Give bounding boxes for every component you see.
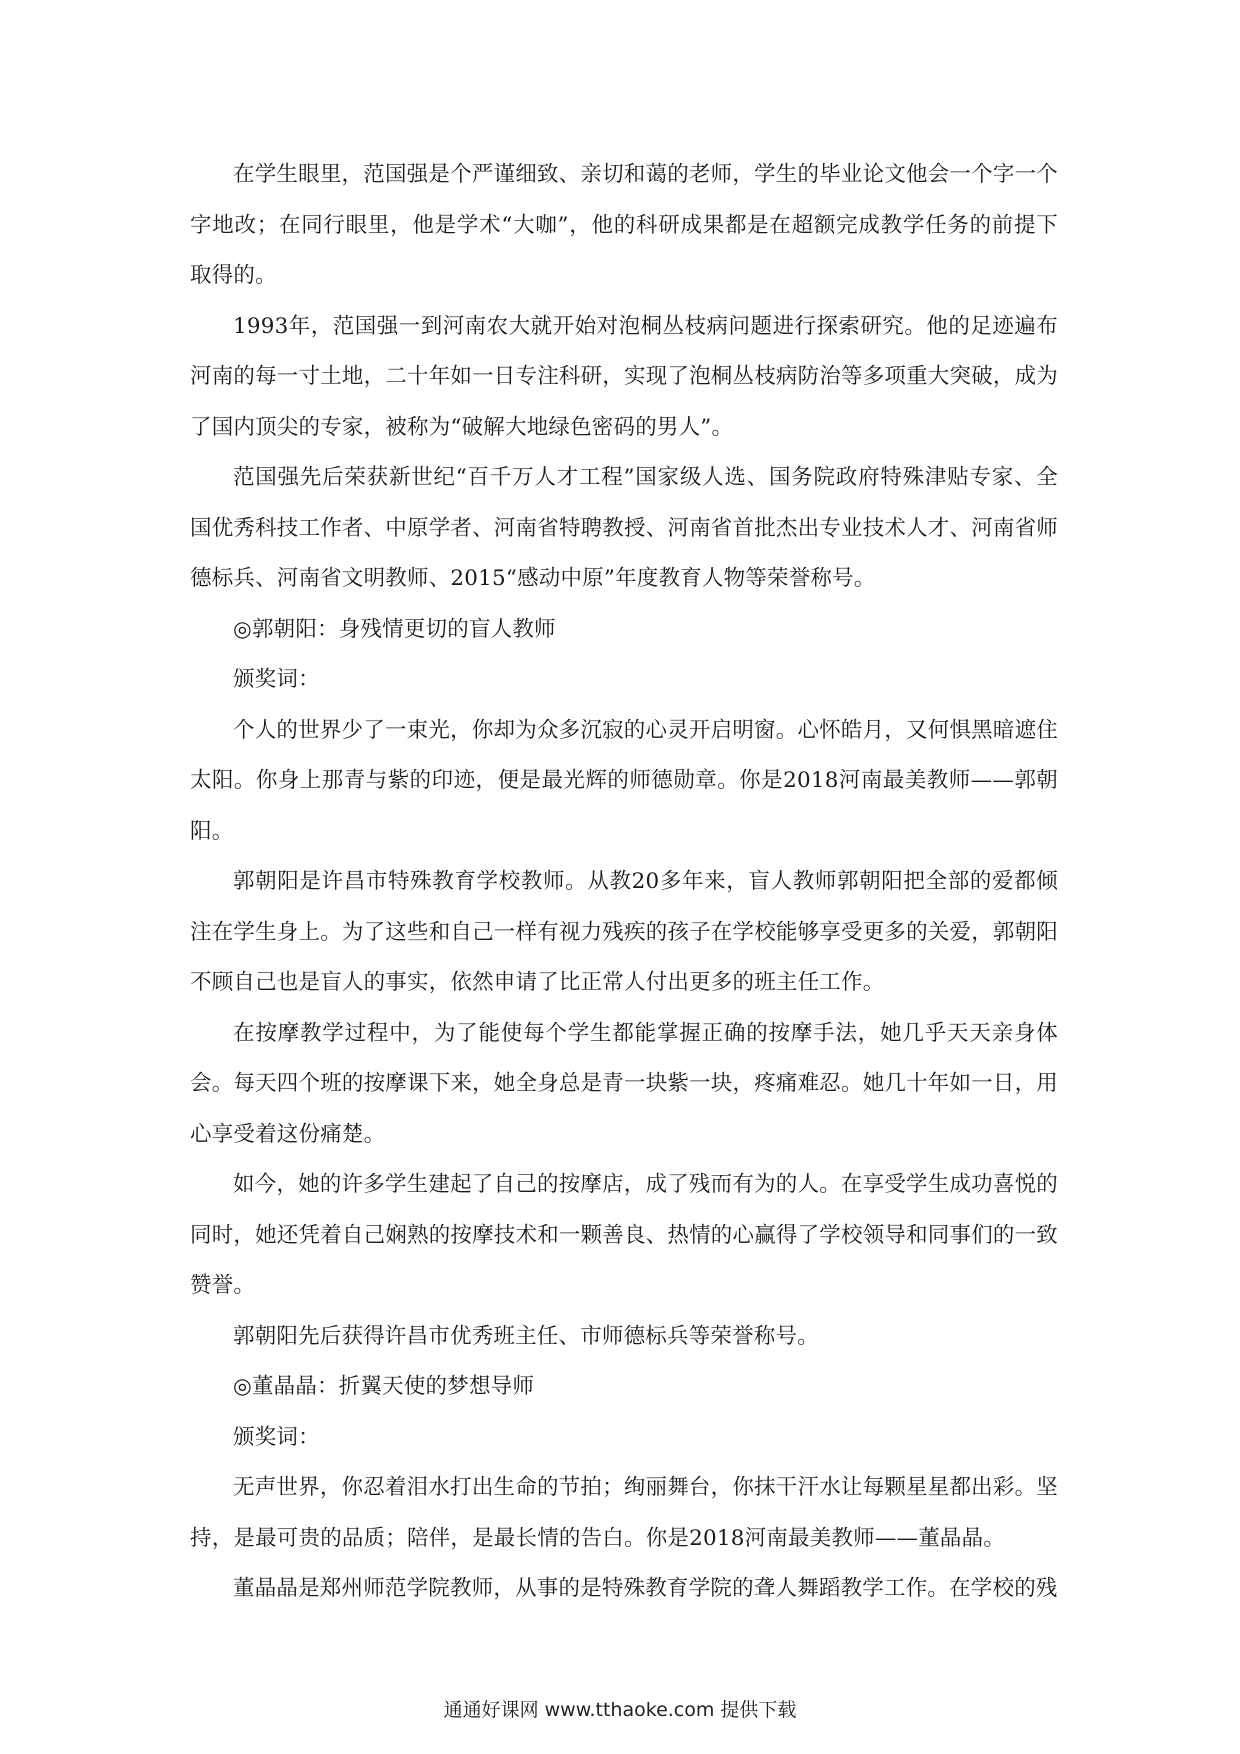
paragraph: 如今，她的许多学生建起了自己的按摩店，成了残而有为的人。在享受学生成功喜悦的同时，她还凭着自己娴熟的按摩技术和一颗善良、热情的心赢得了学校领导和同事们的一致赞誉。 [190, 1172, 1059, 1298]
paragraph: 在按摩教学过程中，为了能使每个学生都能掌握正确的按摩手法，她几乎天天亲身体会。每天四个班的按摩课下来，她全身总是青一块紫一块，疼痛难忍。她几十年如一日，用心享受着这份痛楚。 [190, 1020, 1059, 1147]
paragraph: 范国强先后荣获新世纪“百千万人才工程”国家级人选、国务院政府特殊津贴专家、全国优秀科技工作者、中原学者、河南省特聘教授、河南省首批杰出专业技术人才、河南省师德标兵、河南省文明教师、2015“感动中原”年度教育人物等荣誉称号。 [190, 465, 1059, 591]
document-body [190, 150, 1058, 1615]
section-heading: ◎郭朝阳：身残情更切的盲人教师 [233, 616, 556, 642]
page-footer: 通通好课网 www.tthaoke.com 提供下载 [443, 1699, 797, 1721]
paragraph: 无声世界，你忍着泪水打出生命的节拍；绚丽舞台，你抹干汗水让每颗星星都出彩。坚持，是最可贵的品质；陪伴，是最长情的告白。你是2018河南最美教师——董晶晶。 [190, 1475, 1058, 1551]
paragraph: 在学生眼里，范国强是个严谨细致、亲切和蔼的老师，学生的毕业论文他会一个字一个字地改；在同行眼里，他是学术“大咖”，他的科研成果都是在超额完成教学任务的前提下取得的。 [190, 162, 1058, 288]
paragraph: 郭朝阳先后获得许昌市优秀班主任、市师德标兵等荣誉称号。 [233, 1323, 819, 1349]
paragraph: 董晶晶是郑州师范学院教师，从事的是特殊教育学院的聋人舞蹈教学工作。在学校的残 [233, 1576, 1058, 1601]
paragraph: 1993年，范国强一到河南农大就开始对泡桐丛枝病问题进行探索研究。他的足迹遍布河南的每一寸土地，二十年如一日专注科研，实现了泡桐丛枝病防治等多项重大突破，成为了国内顶尖的专家，被称为“破解大地绿色密码的男人”。 [190, 313, 1059, 440]
paragraph: 郭朝阳是许昌市特殊教育学校教师。从教20多年来，盲人教师郭朝阳把全部的爱都倾注在学生身上。为了这些和自己一样有视力残疾的孩子在学校能够享受更多的关爱，郭朝阳不顾自己也是盲人的事实，依然申请了比正常人付出更多的班主任工作。 [190, 869, 1059, 995]
award-label: 颁奖词： [233, 667, 320, 692]
section-heading: ◎董晶晶：折翼天使的梦想导师 [233, 1374, 535, 1399]
paragraph: 个人的世界少了一束光，你却为众多沉寂的心灵开启明窗。心怀皓月，又何惧黑暗遮住太阳。你身上那青与紫的印迹，便是最光辉的师德勋章。你是2018河南最美教师——郭朝阳。 [190, 717, 1058, 844]
award-label: 颁奖词： [233, 1424, 320, 1450]
